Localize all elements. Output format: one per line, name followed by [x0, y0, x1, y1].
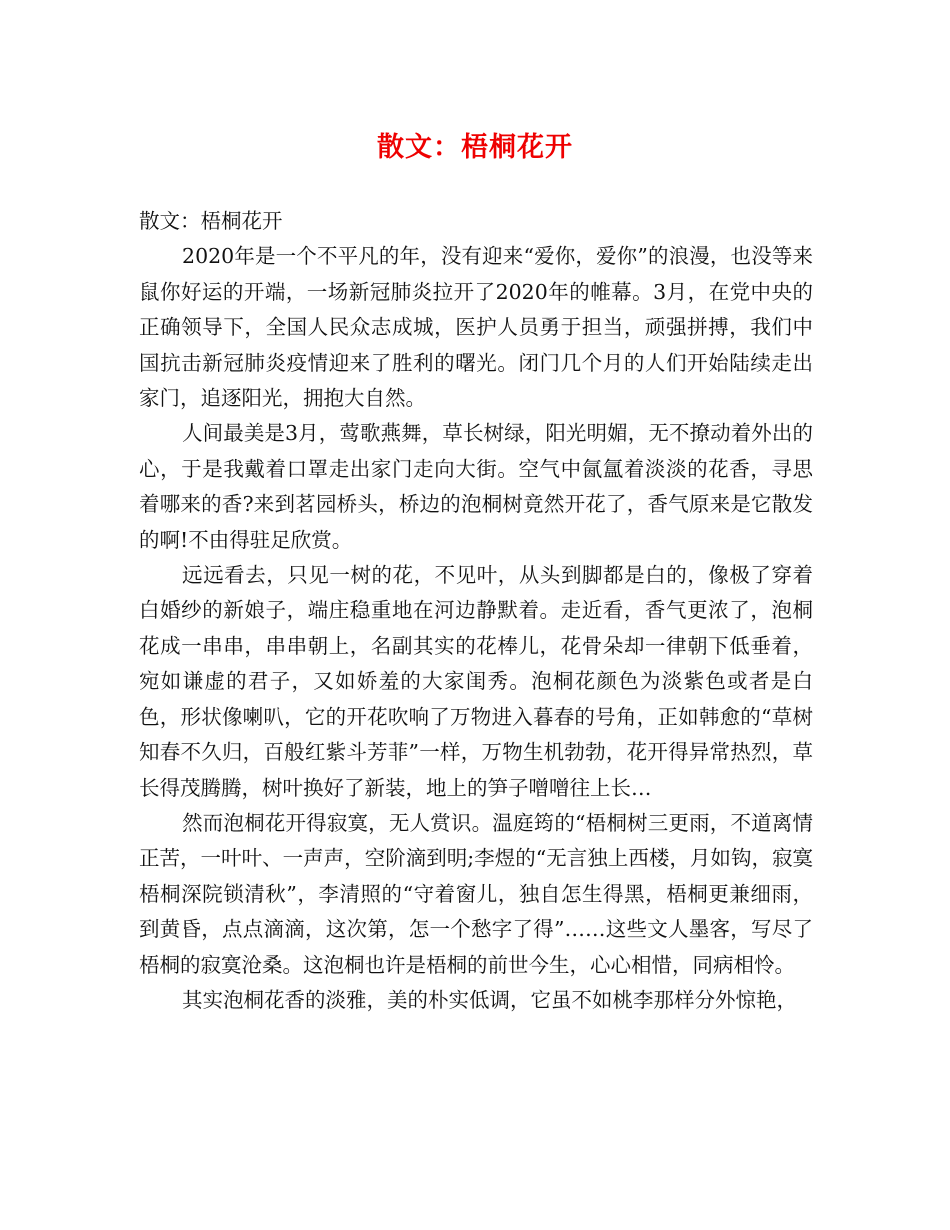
document-body: [139, 204, 813, 1018]
paragraph: 然而泡桐花开得寂寞，无人赏识。温庭筠的“梧桐树三更雨，不道离情正苦，一叶叶、一声声，空阶滴到明;李煜的“无言独上西楼，月如钩，寂寞梧桐深院锁清秋”，李清照的“守着窗儿，独自怎生得黑，梧桐更兼细雨，到黄昏，点点滴滴，这次第，怎一个愁字了得”……这些文人墨客，写尽了梧桐的寂寞沧桑。这泡桐也许是梧桐的前世今生，心心相惜，同病相怜。: [139, 810, 813, 977]
paragraph: 远远看去，只见一树的花，不见叶，从头到脚都是白的，像极了穿着白婚纱的新娘子，端庄稳重地在河边静默着。走近看，香气更浓了，泡桐花成一串串，串串朝上，名副其实的花棒儿，花骨朵却一律朝下低垂着，宛如谦虚的君子，又如娇羞的大家闺秀。泡桐花颜色为淡紫色或者是白色，形状像喇叭，它的开花吹响了万物进入暮春的号角，正如韩愈的“草树知春不久归，百般红紫斗芳菲”一样，万物生机勃勃，花开得异常热烈，草长得茂腾腾，树叶换好了新装，地上的笋子噌噌往上长…: [139, 563, 813, 800]
paragraph: 人间最美是3月，莺歌燕舞，草长树绿，阳光明媚，无不撩动着外出的心，于是我戴着口罩走出家门走向大街。空气中氤氲着淡淡的花香，寻思着哪来的香?来到茗园桥头，桥边的泡桐树竟然开花了，香气原来是它散发的啊!不由得驻足欣赏。: [139, 421, 813, 552]
paragraph: 2020年是一个不平凡的年，没有迎来“爱你，爱你”的浪漫，也没等来鼠你好运的开端，一场新冠肺炎拉开了2020年的帷幕。3月，在党中央的正确领导下，全国人民众志成城，医护人员勇于担当，顽强拼搏，我们中国抗击新冠肺炎疫情迎来了胜利的曙光。闭门几个月的人们开始陆续走出家门，追逐阳光，拥抱大自然。: [139, 244, 813, 411]
paragraph: 其实泡桐花香的淡雅，美的朴实低调，它虽不如桃李那样分外惊艳，: [182, 987, 798, 1012]
paragraph-heading: 散文：梧桐花开: [139, 209, 283, 233]
document-title: 散文：梧桐花开: [377, 132, 573, 163]
